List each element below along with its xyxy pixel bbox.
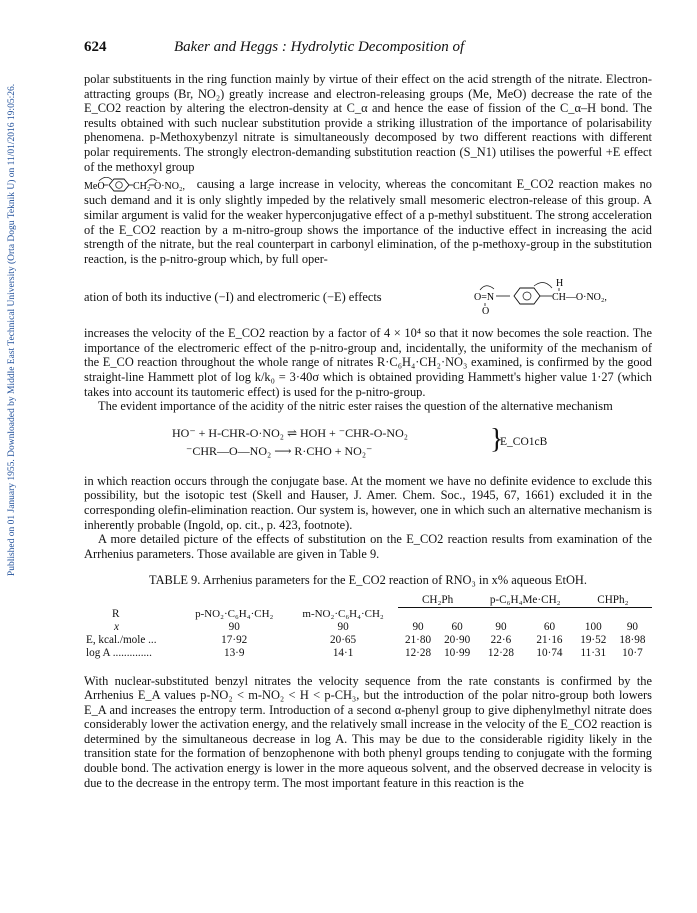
table-cell: 60 [451, 620, 463, 633]
table-cell: 12·28 [404, 646, 432, 659]
mechanism-step-2: ⁻CHR—O—NO₂ ⟶ R·CHO + NO₂⁻ [186, 443, 373, 458]
paragraph-4-text: A more detailed picture of the effects of substitution on the E_CO2 reaction results from examination of the Arrhenius parameters. Those available are given in Table 9. [84, 532, 652, 561]
table-cell: 17·92 [221, 633, 248, 646]
table-cell: 90 [228, 620, 240, 633]
page-number: 624 [84, 39, 107, 55]
table-cell: 90 [412, 620, 424, 633]
table-cell: 18·98 [619, 633, 646, 646]
paragraph-2 [84, 399, 652, 414]
table-cell: 90 [495, 620, 507, 633]
paragraph-3 [84, 474, 652, 532]
mechanism-step-1: HO⁻ + H-CHR-O·NO₂ ⇌ HOH + ⁻CHR-O-NO₂ [172, 425, 408, 440]
x-label: x [114, 620, 119, 633]
running-head: Baker and Heggs : Hydrolytic Decomposition of [174, 39, 465, 55]
table-r-row [84, 608, 652, 621]
r-value-p-nitro: p-NO₂·C₆H₄·CH₂ [195, 607, 274, 620]
table-loga-row [84, 647, 652, 660]
e-label: E, kcal./mole ... [86, 633, 157, 646]
group-head-chph2: CHPh₂ [574, 594, 652, 608]
table-cell: 10·74 [536, 646, 563, 659]
table-caption: TABLE 9. Arrhenius parameters for the E_CO2 reaction of RNO₃ in x% aqueous EtOH. [149, 573, 587, 588]
svg-text:O=N: O=N [474, 292, 495, 304]
p-nitrobenzyl-nitrate-structure [474, 276, 652, 318]
paragraph-1-end [84, 326, 652, 399]
paper-page [84, 40, 652, 790]
mechanism-brace: } [490, 423, 504, 455]
table-cell: 13·9 [223, 646, 245, 659]
paragraph-2-text: The evident importance of the acidity of the nitric ester raises the question of the alternative mechanism [98, 399, 613, 414]
svg-text:O·NO₂,: O·NO₂, [154, 181, 185, 193]
paragraph-1-text-d: increases the velocity of the E_CO2 reaction by a factor of 4 × 10⁴ so that it now becomes the sole reaction. The importance of the electromeric effect of the p-nitro-group and, incidentally, the uniformity of the mechanism of the E_CO reaction throughout the whole range of nitrates R·C₆H₄·CH₂·NO₃ examined, is confirmed by the good straight-line Hammett plot of log k/k₀ = 3·40σ which is obtained providing Hammett's higher value 1·27 (which takes into account its tautomeric effect) is used for the p-nitro-group. [84, 326, 652, 399]
table-cell: 12·28 [487, 646, 514, 659]
table-cell: 90 [626, 620, 638, 633]
table-cell: 10·7 [622, 646, 643, 659]
arrhenius-table [84, 594, 652, 660]
paragraph-5-text: With nuclear-substituted benzyl nitrates the velocity sequence from the rate constants is confirmed by the Arrhenius E_A values p-NO₂ < m-NO₂ < H < p-CH₃, but the introduction of the polar nitro-group both lowers E_A and increases the entropy term. Introduction of a second α-phenyl group to give diphenylmethyl nitrate does considerably lower the activation energy, and the relatively small increase in the velocity of the E_CO2 reaction is determined by the simultaneous decrease in log A. This may be due to the considerable rigidity likely in the transition state for the formation of benzophenone with both phenyl groups tending to conjugate with the forming double bond. The activation energy is lower in the more aqueous solvent, and the observed decrease in velocity is due to the decrease in the entropy term. The most important feature in this reaction is the [84, 673, 652, 790]
table-e-row [84, 634, 652, 647]
effects-line [84, 276, 652, 318]
svg-text:CH—O·NO₂,: CH—O·NO₂, [552, 292, 607, 304]
paragraph-1 [84, 72, 652, 174]
table-cell: 20·90 [444, 633, 471, 646]
table-cell: 10·99 [444, 646, 471, 659]
table-cell: 21·80 [404, 633, 432, 646]
download-watermark [6, 30, 18, 630]
mechanism-scheme [172, 424, 652, 464]
download-watermark-text: Published on 01 January 1955. Downloaded by Middle East Technical University (Orta Dogu Teknik U) on 11/01/2016 19:05:26. [7, 83, 17, 577]
table-x-row [84, 621, 652, 634]
table-cell: 22·6 [490, 633, 512, 646]
table-cell: 11·31 [580, 646, 607, 659]
paragraph-5 [84, 674, 652, 791]
paragraph-1-continued [84, 177, 652, 266]
page-header [84, 40, 652, 62]
table-cell: 60 [543, 620, 556, 633]
table-cell: 21·16 [536, 633, 563, 646]
r-label: R [112, 607, 120, 620]
svg-text:MeO: MeO [84, 181, 105, 193]
table-cell: 14·1 [332, 646, 354, 659]
paragraph-1-text-b: causing a large increase in velocity, whereas the concomitant E_CO2 reaction makes no such demand and it is only slightly impeded by the relatively small mesomeric electron-release of this group. A similar argument is valid for the weaker hyperconjugative effect of a p-methyl substituent. The strong acceleration of the E_CO2 reaction by a m-nitro-group shows the importance of the inductive effect in increasing the acid strength of the nitrate, but the real counterpart in carbonyl elimination, of the p-methoxy-group in the substitution reaction, is the p-nitro-group which, by full oper- [84, 177, 653, 266]
table-cell: 20·65 [330, 633, 357, 646]
r-value-m-nitro: m-NO₂·C₆H₄·CH₂ [302, 607, 384, 620]
methoxybenzyl-nitrate-structure [84, 177, 192, 193]
mechanism-label: E_CO1cB [500, 435, 548, 448]
paragraph-1-text-a: polar substituents in the ring function mainly by virtue of their effect on the acid strength of the nitrate. Electron-attracting groups (Br, NO₂) greatly increase and electron-releasing groups (Me, MeO) decrease the rate of the E_CO2 reaction by altering the electron-density at C_α and hence the ease of fission of the C_α–H bond. The results obtained with such nuclear substitution provide a striking illustration of the importance of polarisability phenomena. p-Methoxybenzyl nitrate is simultaneously decomposed by two different reactions with different polar requirements. The strongly electron-demanding substitution reaction (S_N1) utilises the powerful +E effect of the methoxyl group [84, 72, 652, 174]
paragraph-1-text-c: ation of both its inductive (−I) and electromeric (−E) effects [84, 289, 382, 304]
paragraph-4 [84, 532, 652, 561]
table-group-header-row [84, 594, 652, 608]
svg-text:CH₂: CH₂ [133, 181, 151, 193]
svg-text:O: O [482, 306, 490, 318]
table-cell: 100 [584, 620, 602, 633]
table-cell: 90 [337, 620, 349, 633]
table-cell: 19·52 [580, 633, 607, 646]
loga-label: log A .............. [86, 646, 152, 659]
paragraph-3-text: in which reaction occurs through the conjugate base. At the moment we have no definite evidence to exclude this possibility, but the isotopic test (Skell and Hauser, J. Amer. Chem. Soc., 1945, 67, 1661) excluded it in the corresponding olefin-elimination reaction. Our system is, however, one in which such an alternative mechanism is inherently probable (Ingold, op. cit., p. 423, footnote). [84, 473, 652, 532]
group-head-ch2ph: CH₂Ph [398, 594, 476, 608]
group-head-tolyl: p-C₆H₄Me·CH₂ [477, 594, 574, 608]
svg-text:H: H [556, 278, 564, 290]
